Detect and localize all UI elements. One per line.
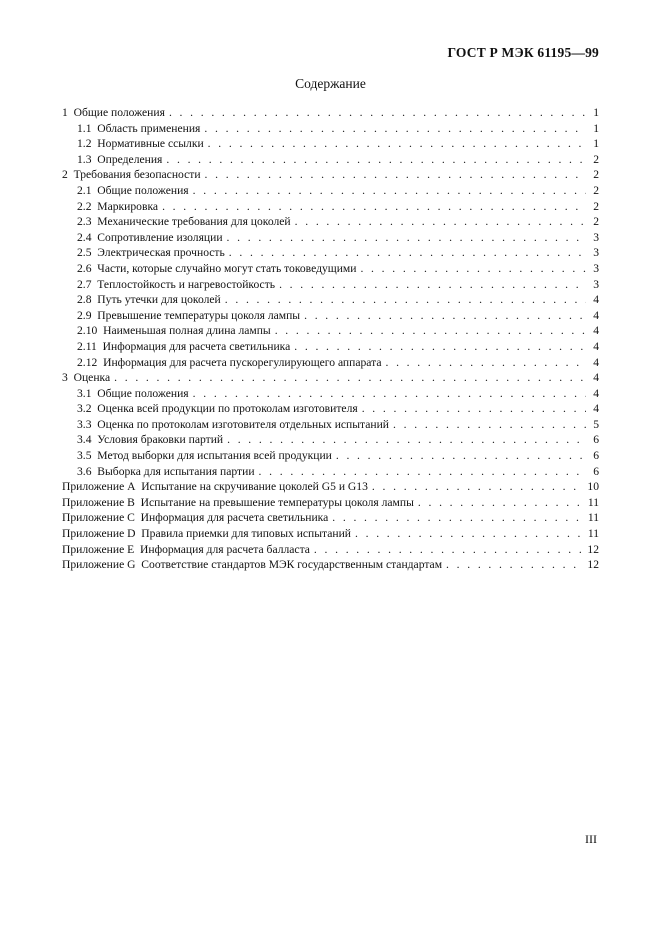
toc-entry-page: 6 <box>593 464 599 478</box>
toc-entry-label: 3.3 Оценка по протоколам изготовителя отдельных испытаний <box>77 417 390 431</box>
toc-entry-label: Приложение С Информация для расчета светильника <box>62 511 329 525</box>
toc-dot-leader <box>169 105 586 121</box>
toc-entry-label: 3.1 Общие положения <box>77 386 189 400</box>
toc-dot-leader <box>166 152 586 168</box>
toc-entry-page: 2 <box>593 183 599 197</box>
toc-entry-label: 2.7 Теплостойкость и нагревостойкость <box>77 277 276 291</box>
toc-entry-page: 2 <box>593 168 599 182</box>
toc-entry-label: 2.4 Сопротивление изоляции <box>77 230 223 244</box>
toc-entry[interactable] <box>62 479 599 495</box>
toc-entry-label: 2.6 Части, которые случайно могут стать токоведущими <box>77 261 357 275</box>
toc-dot-leader <box>162 199 586 215</box>
toc-entry[interactable] <box>62 136 599 152</box>
toc-entry-label: Приложение Е Информация для расчета балласта <box>62 542 310 556</box>
toc-entry[interactable] <box>62 245 599 261</box>
toc-entry-page: 1 <box>593 137 599 151</box>
toc-dot-leader <box>204 121 586 137</box>
toc-entry-label: Приложение G Соответствие стандартов МЭК государственным стандартам <box>62 558 443 572</box>
toc-dot-leader <box>393 417 586 433</box>
toc-dot-leader <box>385 355 586 371</box>
toc-entry-label: 1 Общие положения <box>62 106 165 119</box>
toc-entry-page: 12 <box>587 558 599 572</box>
toc-entry[interactable] <box>62 167 599 183</box>
toc-entry-page: 6 <box>593 433 599 447</box>
toc-entry-page: 11 <box>587 495 599 509</box>
toc-dot-leader <box>372 479 585 495</box>
toc-dot-leader <box>193 386 586 402</box>
toc-entry[interactable] <box>62 386 599 402</box>
toc-dot-leader <box>446 557 584 573</box>
table-of-contents <box>62 105 599 573</box>
toc-entry-label: 1.2 Нормативные ссылки <box>77 137 204 151</box>
toc-dot-leader <box>332 510 585 526</box>
toc-entry-label: 1.1 Область применения <box>77 121 201 135</box>
toc-entry[interactable] <box>62 292 599 308</box>
toc-dot-leader <box>336 448 586 464</box>
toc-entry[interactable] <box>62 464 599 480</box>
toc-entry[interactable] <box>62 401 599 417</box>
toc-dot-leader <box>279 277 586 293</box>
toc-entry-label: 2.10 Наименьшая полная длина лампы <box>77 324 271 338</box>
toc-title: Содержание <box>295 76 366 91</box>
toc-entry-label: 2 Требования безопасности <box>62 168 201 182</box>
toc-dot-leader <box>304 308 586 324</box>
toc-dot-leader <box>259 464 586 480</box>
page-number: III <box>585 832 597 846</box>
toc-entry-page: 4 <box>593 402 599 416</box>
toc-entry-page: 4 <box>593 386 599 400</box>
toc-dot-leader <box>193 183 586 199</box>
toc-entry-page: 1 <box>593 121 599 135</box>
toc-entry-label: Приложение В Испытание на превышение температуры цоколя лампы <box>62 495 414 509</box>
toc-entry-page: 5 <box>593 417 599 431</box>
toc-entry[interactable] <box>62 199 599 215</box>
toc-dot-leader <box>294 339 586 355</box>
toc-entry[interactable] <box>62 542 599 558</box>
toc-dot-leader <box>360 261 586 277</box>
toc-entry[interactable] <box>62 432 599 448</box>
toc-entry-page: 1 <box>593 106 599 119</box>
toc-entry[interactable] <box>62 214 599 230</box>
toc-entry-label: 2.8 Путь утечки для цоколей <box>77 293 221 307</box>
toc-entry-label: 2.3 Механические требования для цоколей <box>77 215 291 229</box>
toc-entry-page: 2 <box>593 199 599 213</box>
toc-entry[interactable] <box>62 121 599 137</box>
toc-entry-label: 2.12 Информация для расчета пускорегулирующего аппарата <box>77 355 382 369</box>
toc-dot-leader <box>275 323 586 339</box>
toc-dot-leader <box>314 542 584 558</box>
toc-entry[interactable] <box>62 308 599 324</box>
toc-dot-leader <box>355 526 585 542</box>
toc-entry-label: 2.5 Электрическая прочность <box>77 246 225 260</box>
toc-entry-label: 3.4 Условия браковки партий <box>77 433 224 447</box>
toc-entry[interactable] <box>62 448 599 464</box>
toc-entry-page: 3 <box>593 230 599 244</box>
toc-entry[interactable] <box>62 261 599 277</box>
toc-entry[interactable] <box>62 557 599 573</box>
toc-entry-label: 3.5 Метод выборки для испытания всей продукции <box>77 449 332 463</box>
toc-entry[interactable] <box>62 339 599 355</box>
toc-entry-label: 3 Оценка <box>62 371 111 385</box>
toc-entry-page: 4 <box>593 324 599 338</box>
toc-entry-page: 4 <box>593 339 599 353</box>
toc-entry-label: Приложение D Правила приемки для типовых испытаний <box>62 527 352 541</box>
toc-entry[interactable] <box>62 323 599 339</box>
toc-dot-leader <box>229 245 586 261</box>
toc-entry-page: 4 <box>593 355 599 369</box>
toc-entry-page: 2 <box>593 152 599 166</box>
toc-dot-leader <box>227 432 586 448</box>
toc-entry-page: 4 <box>593 371 599 385</box>
toc-entry-page: 2 <box>593 215 599 229</box>
toc-entry[interactable] <box>62 417 599 433</box>
toc-dot-leader <box>362 401 586 417</box>
toc-entry-page: 4 <box>593 308 599 322</box>
toc-entry-page: 11 <box>587 527 599 541</box>
toc-entry[interactable] <box>62 230 599 246</box>
toc-entry-label: 1.3 Определения <box>77 152 163 166</box>
toc-entry-label: 2.11 Информация для расчета светильника <box>77 339 291 353</box>
toc-entry-label: 2.2 Маркировка <box>77 199 159 213</box>
toc-entry-page: 12 <box>587 542 599 556</box>
toc-entry-label: 3.6 Выборка для испытания партии <box>77 464 255 478</box>
toc-dot-leader <box>227 230 586 246</box>
toc-entry[interactable] <box>62 105 599 121</box>
toc-dot-leader <box>295 214 586 230</box>
toc-entry-label: 3.2 Оценка всей продукции по протоколам изготовителя <box>77 402 358 416</box>
toc-entry[interactable] <box>62 355 599 371</box>
toc-entry-page: 10 <box>587 480 599 494</box>
toc-entry-page: 6 <box>593 449 599 463</box>
toc-entry-label: 2.9 Превышение температуры цоколя лампы <box>77 308 301 322</box>
toc-entry[interactable] <box>62 510 599 526</box>
toc-entry[interactable] <box>62 152 599 168</box>
toc-entry-page: 3 <box>593 246 599 260</box>
toc-entry-page: 4 <box>593 293 599 307</box>
toc-dot-leader <box>208 136 586 152</box>
toc-dot-leader <box>225 292 586 308</box>
toc-entry-page: 3 <box>593 277 599 291</box>
toc-entry[interactable] <box>62 495 599 511</box>
toc-dot-leader <box>114 370 586 386</box>
toc-entry-page: 3 <box>593 261 599 275</box>
toc-entry-label: Приложение А Испытание на скручивание цоколей G5 и G13 <box>62 480 368 494</box>
toc-entry[interactable] <box>62 183 599 199</box>
toc-dot-leader <box>205 167 586 183</box>
toc-entry[interactable] <box>62 526 599 542</box>
toc-entry-label: 2.1 Общие положения <box>77 183 189 197</box>
toc-entry[interactable] <box>62 370 599 386</box>
toc-entry[interactable] <box>62 277 599 293</box>
toc-entry-page: 11 <box>587 511 599 525</box>
document-header: ГОСТ Р МЭК 61195—99 <box>447 45 599 60</box>
toc-dot-leader <box>418 495 585 511</box>
